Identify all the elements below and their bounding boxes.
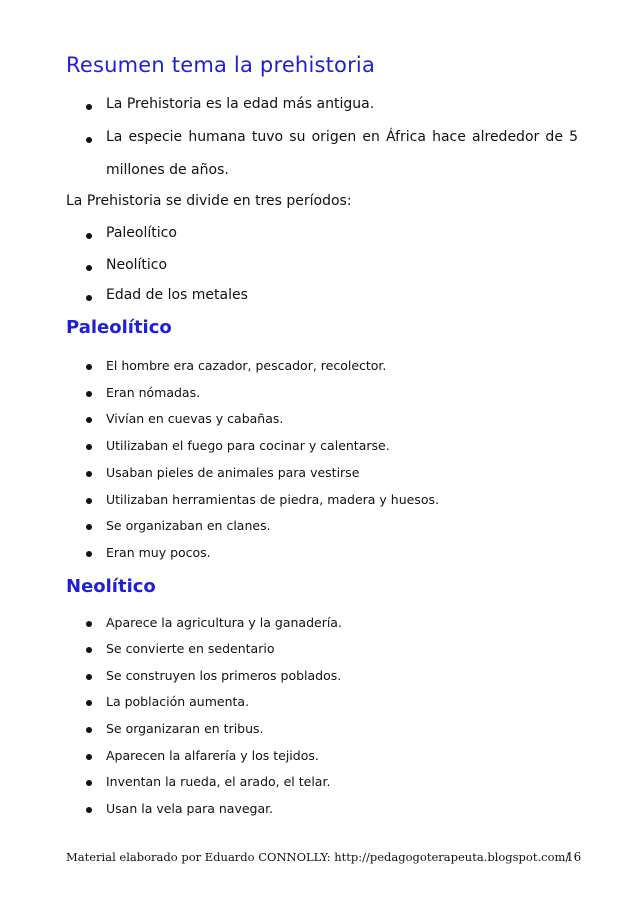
bullet-icon <box>86 621 92 627</box>
list-item-text: Aparece la agricultura y la ganadería. <box>106 615 342 630</box>
page-number: 16 <box>566 850 582 864</box>
bullet-icon <box>86 444 92 450</box>
bullet-icon <box>86 233 92 239</box>
bullet-icon <box>86 295 92 301</box>
list-item-text: Se construyen los primeros poblados. <box>106 668 342 683</box>
bullet-icon <box>86 417 92 423</box>
bullet-icon <box>86 498 92 504</box>
list-item-text: Edad de los metales <box>106 287 248 303</box>
list-item-text: La Prehistoria es la edad más antigua. <box>106 96 375 112</box>
periods-intro: La Prehistoria se divide en tres períodos: <box>66 193 352 209</box>
list-item-text: Se organizaran en tribus. <box>106 721 264 736</box>
page-title: Resumen tema la prehistoria <box>66 53 376 77</box>
list-item-text: Vivían en cuevas y cabañas. <box>106 411 284 426</box>
list-item-text: Eran nómadas. <box>106 385 201 400</box>
bullet-icon <box>86 364 92 370</box>
list-item-text: Eran muy pocos. <box>106 545 211 560</box>
list-item-text: La especie humana tuvo su origen en África hace alrededor de 5 <box>106 129 578 145</box>
bullet-icon <box>86 524 92 530</box>
list-item-text: Aparecen la alfarería y los tejidos. <box>106 748 319 763</box>
list-item-text: El hombre era cazador, pescador, recolector. <box>106 358 387 373</box>
bullet-icon <box>86 471 92 477</box>
bullet-icon <box>86 727 92 733</box>
list-item-text: Se organizaban en clanes. <box>106 518 271 533</box>
bullet-icon <box>86 700 92 706</box>
bullet-icon <box>86 754 92 760</box>
list-item-text: Se convierte en sedentario <box>106 641 275 656</box>
list-item-text: Usaban pieles de animales para vestirse <box>106 465 360 480</box>
page-footer: Material elaborado por Eduardo CONNOLLY: http://pedagogoterapeuta.blogspot.com/ <box>66 850 570 864</box>
bullet-icon <box>86 265 92 271</box>
section-heading-paleolitico: Paleolítico <box>66 317 172 338</box>
bullet-icon <box>86 391 92 397</box>
bullet-icon <box>86 780 92 786</box>
list-item-text: Usan la vela para navegar. <box>106 801 274 816</box>
list-item-text: La población aumenta. <box>106 694 250 709</box>
bullet-icon <box>86 674 92 680</box>
list-item-text: millones de años. <box>106 162 229 178</box>
bullet-icon <box>86 647 92 653</box>
bullet-icon <box>86 551 92 557</box>
list-item-text: Paleolítico <box>106 225 177 241</box>
bullet-icon <box>86 807 92 813</box>
list-item-text: Neolítico <box>106 257 168 273</box>
list-item-text: Utilizaban el fuego para cocinar y calentarse. <box>106 438 390 453</box>
bullet-icon <box>86 104 92 110</box>
list-item-text: Inventan la rueda, el arado, el telar. <box>106 774 331 789</box>
section-heading-neolitico: Neolítico <box>66 576 156 597</box>
list-item-text: Utilizaban herramientas de piedra, madera y huesos. <box>106 492 439 507</box>
bullet-icon <box>86 137 92 143</box>
